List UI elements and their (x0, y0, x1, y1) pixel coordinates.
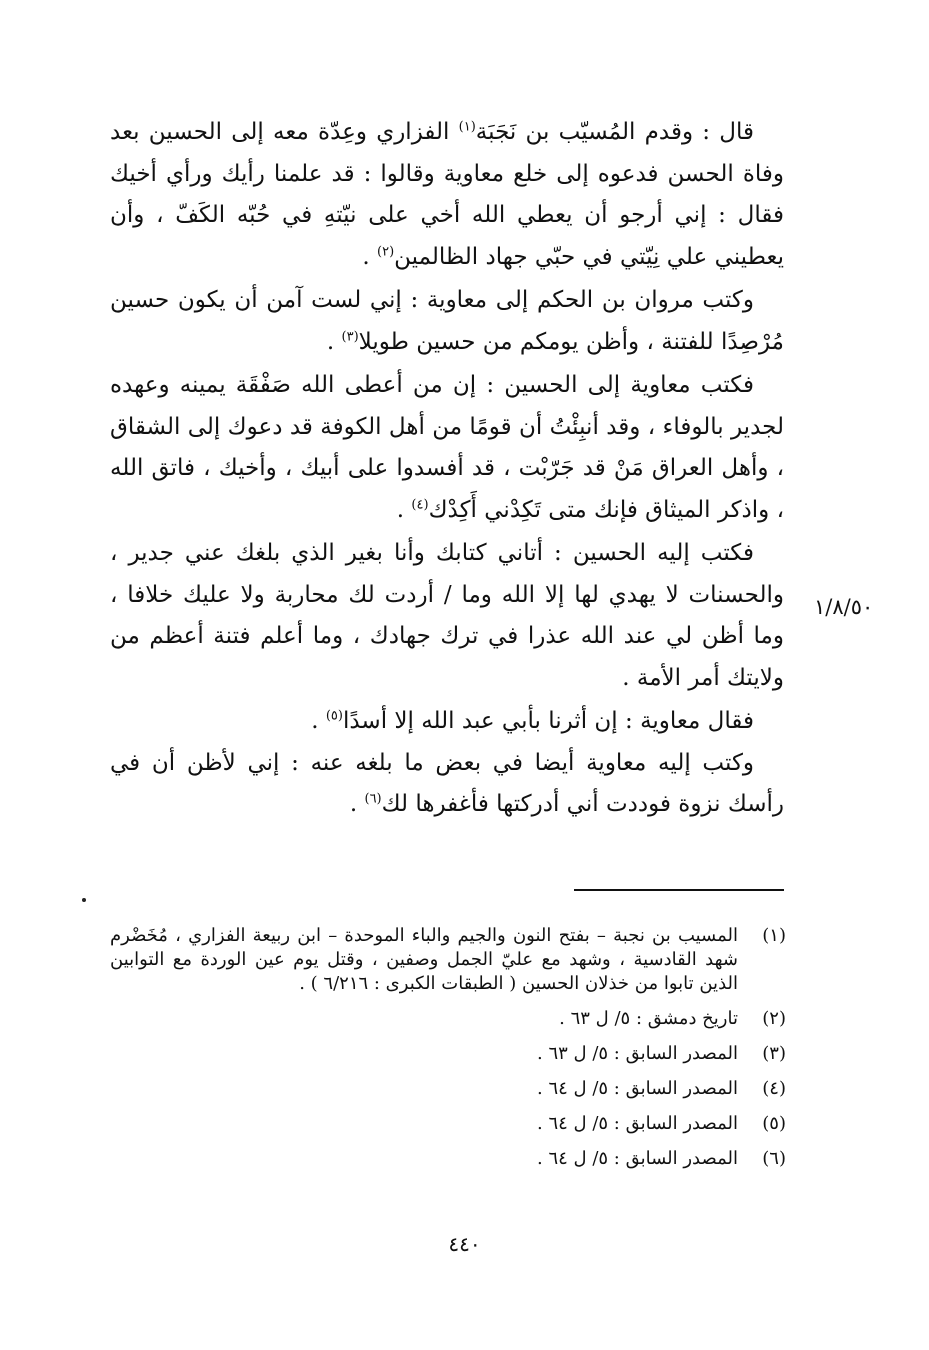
paragraph-text: وكتب إليه معاوية أيضا في بعض ما بلغه عنه : إني لأظن أن في رأسك نزوة فوددت أني أدركتها فأغفرها لك (110, 749, 784, 817)
page-number: ٤٤٠ (448, 1232, 481, 1256)
paragraph-text: . (396, 496, 412, 523)
paragraph-text: فكتب إليه الحسين : أتاني كتابك وأنا بغير الذي بلغك عني جدير ، والحسنات لا يهدي لها إلا الله وما / أردت لك محاربة ولا عليك خلافا ، وما أظن لي عند الله عذرا في ترك جهادك ، وما أعلم فتنة أعظم من ولايتك أمر الأمة . (110, 540, 784, 691)
footnote-number: (٣) (762, 1043, 786, 1064)
footnote-text: المصدر السابق : ٥/ ل ٦٤ . (537, 1113, 738, 1134)
paragraph-text: الفزاري وعِدّة معه إلى الحسين بعد وفاة الحسن فدعوه إلى خلع معاوية وقالوا : قد علمنا رأيك ورأي أخيك فقال : إني أرجو أن يعطي الله أخي على نيّتهِ في حُبّه الكَفّ ، وأن يعطيني علي نِيّتي في حبّي جهاد الظالمين (110, 119, 784, 270)
main-text (110, 112, 784, 828)
footnote-2 (110, 1007, 786, 1031)
footnotes (110, 924, 786, 1182)
footnote-ref-6: (٦) (364, 791, 382, 807)
paragraph-text: . (362, 243, 378, 270)
footnote-ref-5: (٥) (325, 708, 343, 724)
paragraph-text: قال : وقدم المُسيّب بن نَجَبَة (475, 119, 754, 145)
footnote-text: المصدر السابق : ٥/ ل ٦٤ . (537, 1078, 738, 1099)
paragraph-4 (110, 533, 784, 699)
footnote-ref-3: (٣) (341, 328, 359, 344)
paragraph-text: . (349, 791, 365, 817)
footnote-text: تاريخ دمشق : ٥/ ل ٦٣ . (559, 1008, 738, 1029)
paragraph-3 (110, 365, 784, 531)
footnote-6 (110, 1147, 786, 1171)
footnote-number: (١) (762, 925, 786, 946)
paragraph-text: فكتب معاوية إلى الحسين : إن من أعطى الله صَفْقَة يمينه وعهده لجدير بالوفاء ، وقد أنبِئْتُ أن قومًا من أهل الكوفة قد دعوك إلى الشقاق ، وأهل العراق مَنْ قد جَرّبْت ، قد أفسدوا على أبيك ، وأخيك ، فاتق الله ، واذكر الميثاق فإنك متى تَكِدْني أَكِدْك (110, 372, 784, 523)
footnote-number: (٥) (762, 1113, 786, 1134)
footnote-ref-2: (٢) (377, 243, 395, 259)
footnote-number: (٢) (762, 1008, 786, 1029)
paragraph-text: وكتب مروان بن الحكم إلى معاوية : إني لست آمن أن يكون حسين مُرْصِدًا للفتنة ، وأظن يومكم من حسين طويلا (110, 287, 784, 355)
paragraph-5 (110, 701, 784, 743)
paragraph-1 (110, 112, 784, 278)
footnote-text: المسيب بن نجبة – بفتح النون والجيم والباء الموحدة – ابن ربيعة الفزاري ، مُخَضْرم شهد القادسية ، وشهد مع عليّ الجمل وصفين ، وقتل يوم عين الوردة مع التوابين الذين تابوا من خذلان الحسين ( الطبقات الكبرى : ٦/٢١٦ ) . (110, 925, 738, 994)
paragraph-text: . (326, 328, 342, 355)
footnote-number: (٤) (762, 1078, 786, 1099)
footnote-1 (110, 924, 786, 996)
margin-manuscript-ref: ١/٨/٥٠ (814, 595, 874, 619)
footnote-text: المصدر السابق : ٥/ ل ٦٣ . (537, 1043, 738, 1064)
footnote-number: (٦) (762, 1148, 786, 1169)
footnote-text: المصدر السابق : ٥/ ل ٦٤ . (537, 1148, 738, 1169)
footnote-separator (574, 889, 784, 891)
paragraph-2 (110, 280, 784, 363)
footnote-3 (110, 1042, 786, 1066)
paragraph-text: . (311, 708, 326, 734)
footnote-ref-4: (٤) (411, 496, 429, 512)
stray-dot (82, 898, 86, 902)
footnote-ref-1: (١) (458, 119, 476, 135)
paragraph-text: فقال معاوية : إن أثرنا بأبي عبد الله إلا أسدًا (342, 708, 754, 734)
footnote-5 (110, 1112, 786, 1136)
paragraph-6 (110, 743, 784, 826)
footnote-4 (110, 1077, 786, 1101)
